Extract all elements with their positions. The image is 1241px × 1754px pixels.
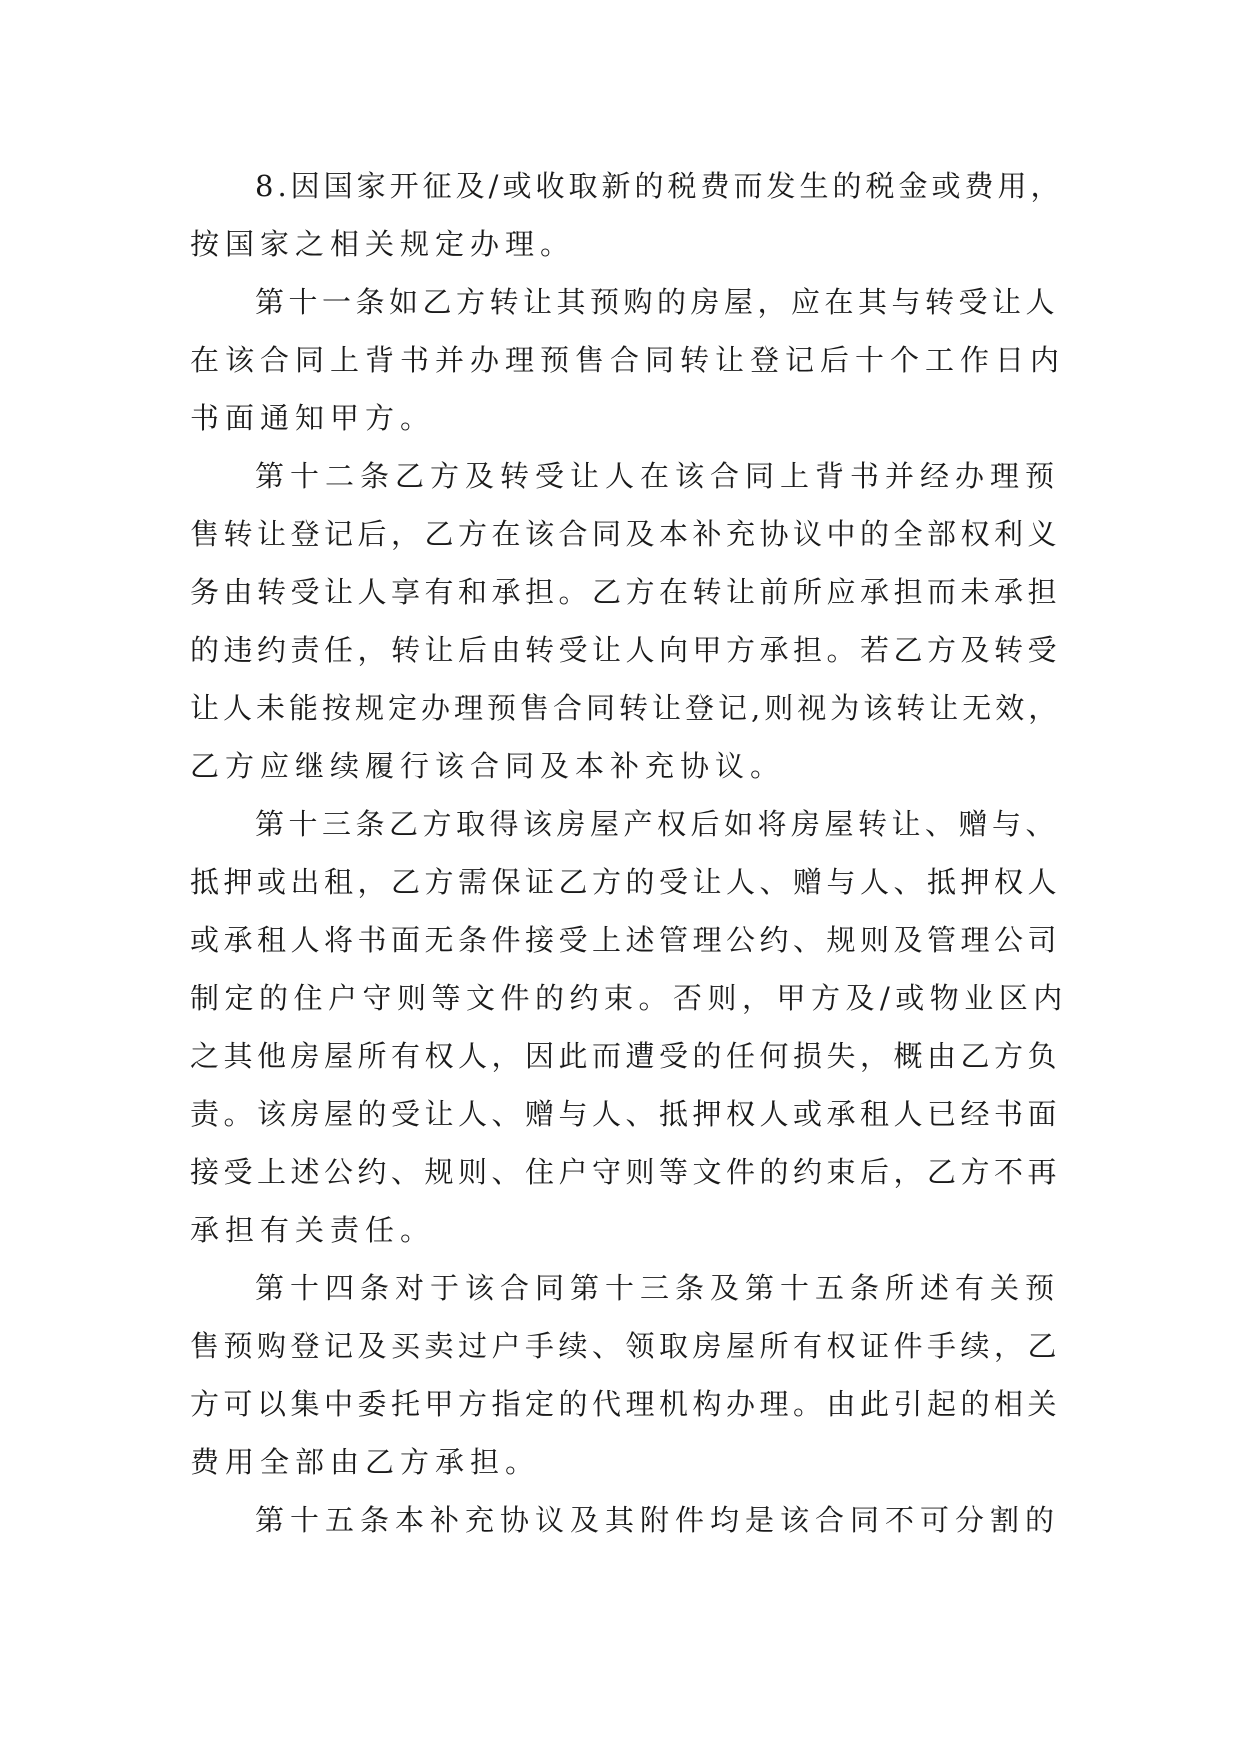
text-line: 售转让登记后，乙方在该合同及本补充协议中的全部权利义 [190, 517, 1062, 551]
paragraph-article-12 [190, 447, 1070, 795]
text-line: 按国家之相关规定办理。 [190, 227, 576, 261]
text-line: 承担有关责任。 [190, 1213, 436, 1247]
paragraph-clause-8 [190, 157, 1070, 273]
text-line: 制定的住户守则等文件的约束。否则，甲方及/或物业区内 [190, 981, 1068, 1015]
text-line: 乙方应继续履行该合同及本补充协议。 [190, 749, 786, 783]
paragraph-article-14 [190, 1259, 1070, 1491]
paragraph-article-13 [190, 795, 1070, 1259]
text-line: 第十一条如乙方转让其预购的房屋，应在其与转受让人 [255, 285, 1060, 319]
text-line: 抵押或出租，乙方需保证乙方的受让人、赠与人、抵押权人 [190, 865, 1062, 899]
text-line: 第十三条乙方取得该房屋产权后如将房屋转让、赠与、 [255, 807, 1060, 841]
text-line: 第十四条对于该合同第十三条及第十五条所述有关预 [255, 1271, 1061, 1305]
paragraph-article-11 [190, 273, 1070, 447]
text-line: 务由转受让人享有和承担。乙方在转让前所应承担而未承担 [190, 575, 1062, 609]
text-line: 第十二条乙方及转受让人在该合同上背书并经办理预 [255, 459, 1061, 493]
text-line: 费用全部由乙方承担。 [190, 1445, 541, 1479]
text-line: 责。该房屋的受让人、赠与人、抵押权人或承租人已经书面 [190, 1097, 1062, 1131]
text-line: 或承租人将书面无条件接受上述管理公约、规则及管理公司 [190, 923, 1062, 957]
text-line: 书面通知甲方。 [190, 401, 436, 435]
text-line: 在该合同上背书并办理预售合同转让登记后十个工作日内 [190, 343, 1066, 377]
text-line: 接受上述公约、规则、住户守则等文件的约束后，乙方不再 [190, 1155, 1062, 1189]
text-line: 之其他房屋所有权人，因此而遭受的任何损失，概由乙方负 [190, 1039, 1062, 1073]
text-line: 方可以集中委托甲方指定的代理机构办理。由此引起的相关 [190, 1387, 1062, 1421]
text-line: 的违约责任，转让后由转受让人向甲方承担。若乙方及转受 [190, 633, 1062, 667]
text-line: 售预购登记及买卖过户手续、领取房屋所有权证件手续，乙 [190, 1329, 1062, 1363]
text-line: 8.因国家开征及/或收取新的税费而发生的税金或费用， [255, 169, 1064, 203]
document-body [190, 157, 1070, 1549]
paragraph-article-15 [190, 1491, 1070, 1549]
text-line: 让人未能按规定办理预售合同转让登记,则视为该转让无效， [190, 691, 1062, 725]
text-line: 第十五条本补充协议及其附件均是该合同不可分割的 [255, 1503, 1061, 1537]
